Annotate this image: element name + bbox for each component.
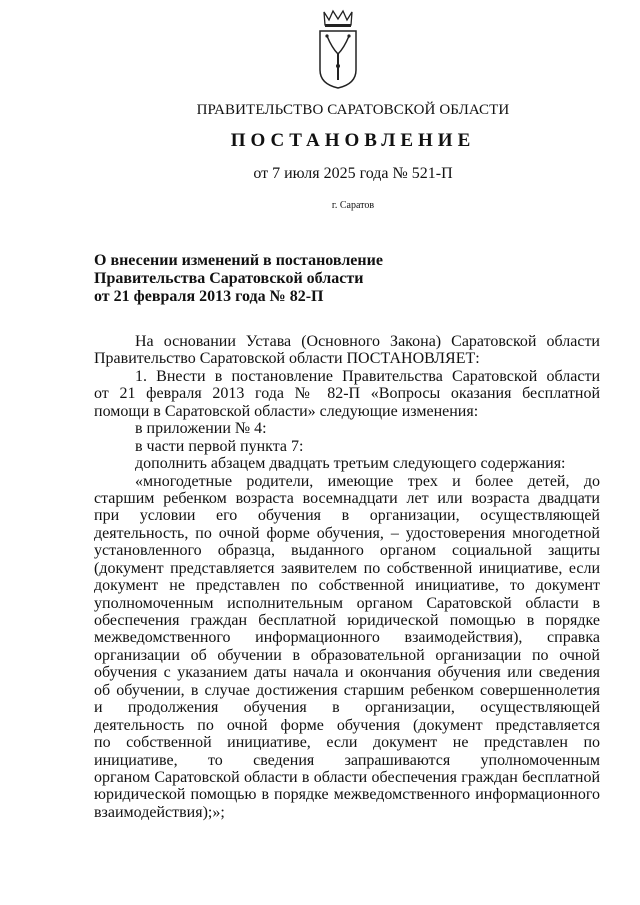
body-line: взаимодействия);»; — [94, 803, 225, 821]
body-line: деятельность по очной форме обучения (документ представляется — [94, 716, 600, 734]
body-line: Правительство Саратовской области ПОСТАНОВЛЯЕТ: — [94, 350, 480, 368]
body-line: обучения с указанием даты начала и окончания обучения или сведения — [94, 664, 600, 682]
body-line: старшим ребенком возраста восемнадцати лет или возраста двадцати — [94, 489, 600, 507]
document-subject — [94, 252, 383, 306]
body-line: деятельность, по очной форме обучения, – удостоверения многодетной — [94, 524, 600, 542]
body-line: юридической помощью в порядке межведомственного информационного — [94, 786, 600, 804]
body-line: обеспечения граждан бесплатной юридической помощью в порядке — [94, 612, 600, 629]
body-line: (документ представляется заявителем по собственной инициативе, если — [94, 559, 600, 577]
body-line: «многодетные родители, имеющие трех и более детей, до — [135, 472, 600, 490]
body-line: органом Саратовской области в области обеспечения граждан бесплатной — [94, 768, 600, 786]
document-body — [94, 333, 600, 821]
body-line: уполномоченным исполнительным органом Саратовской области в — [94, 594, 600, 612]
body-line: в части первой пункта 7: — [135, 437, 304, 455]
body-line: об обучении, в случае достижения старшим ребенком совершеннолетия — [94, 681, 600, 699]
subject-line: Правительства Саратовской области — [94, 270, 364, 287]
body-line: На основании Устава (Основного Закона) Саратовской области — [135, 333, 600, 350]
body-line: организации об обучении в образовательной организации по очной — [94, 646, 600, 664]
body-line: в приложении № 4: — [135, 420, 267, 438]
subject-line: О внесении изменений в постановление — [94, 252, 383, 269]
body-line: и продолжения обучения в организации, осуществляющей — [94, 699, 600, 717]
body-line: документ не представлен по собственной инициативе, то документ — [94, 577, 600, 595]
body-line: межведомственного информационного взаимодействия), справка — [94, 629, 600, 647]
body-line: инициативе, то сведения запрашиваются уполномоченным — [94, 751, 600, 769]
coat-of-arms-icon — [318, 8, 358, 90]
government-name: ПРАВИТЕЛЬСТВО САРАТОВСКОЙ ОБЛАСТИ — [196, 102, 510, 118]
body-line: дополнить абзацем двадцать третьим следующего содержания: — [135, 455, 566, 473]
body-line: при условии его обучения в организации, осуществляющей — [94, 507, 600, 525]
body-line: от 21 февраля 2013 года № 82-П «Вопросы оказания бесплатной — [94, 385, 600, 403]
body-line: помощи в Саратовской области» следующие изменения: — [94, 402, 479, 420]
document-city: г. Саратов — [331, 200, 375, 211]
subject-line: от 21 февраля 2013 года № 82-П — [94, 288, 324, 305]
document-date-number: от 7 июля 2025 года № 521-П — [253, 165, 453, 182]
body-line: установленного образца, выданного органом социальной защиты — [94, 542, 600, 560]
body-line: по собственной инициативе, если документ не представлен по — [94, 734, 600, 752]
document-type: ПОСТАНОВЛЕНИЕ — [230, 130, 476, 151]
body-line: 1. Внести в постановление Правительства Саратовской области — [135, 367, 600, 385]
